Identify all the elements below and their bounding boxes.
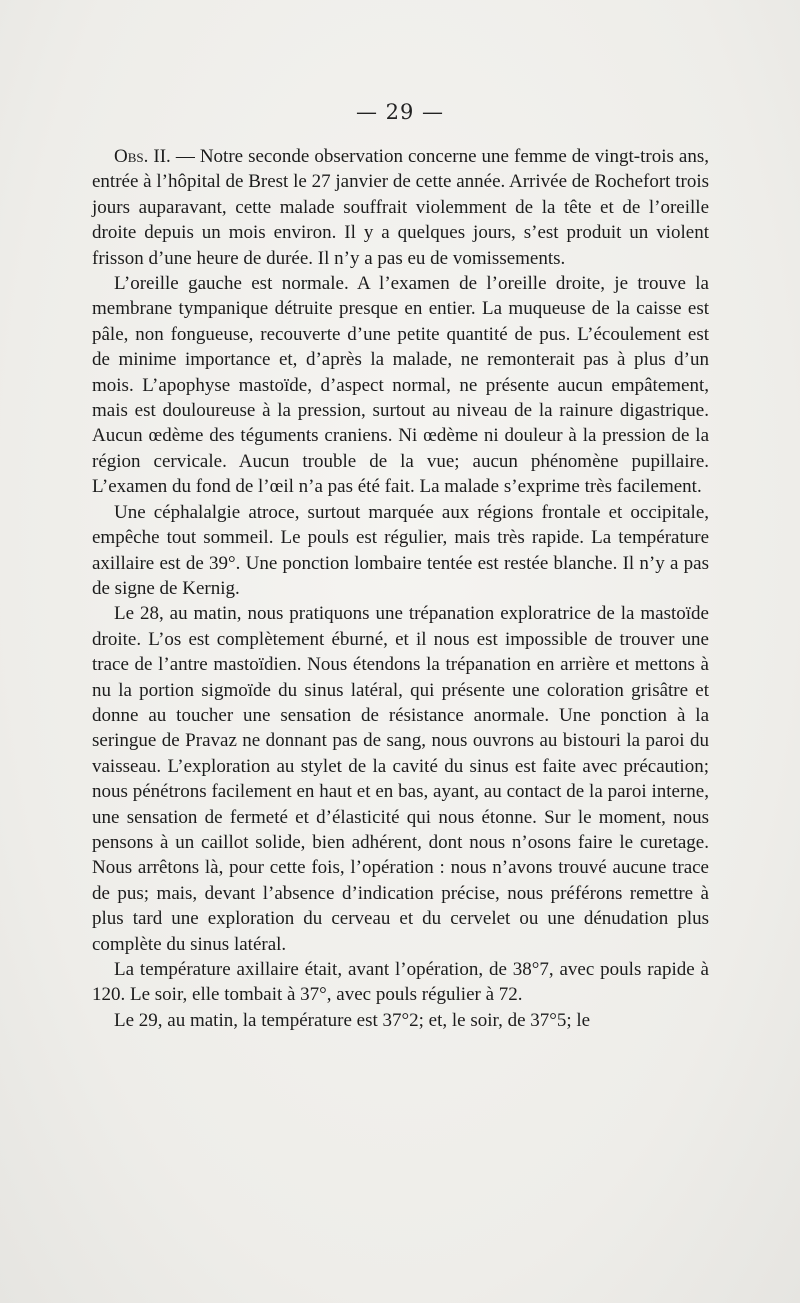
body-text: [92, 144, 709, 1033]
paragraph-2: L’oreille gauche est normale. A l’examen de l’oreille droite, je trouve la membrane tympanique détruite presque en entier. La muqueuse de la caisse est pâle, non fongueuse, recouverte d’une petite quantité de pus. L’écoulement est de minime importance et, d’après la malade, ne remonterait pas à plus d’un mois. L’apophyse mastoïde, d’aspect normal, ne présente aucun empâtement, mais est douloureuse à la pression, surtout au niveau de la rainure digastrique. Aucun œdème des téguments craniens. Ni œdème ni douleur à la pression de la région cervicale. Aucun trouble de la vue; aucun phénomène pupillaire. L’examen du fond de l’œil n’a pas été fait. La malade s’exprime très facilement.: [92, 273, 709, 498]
observation-label: Obs. II.: [114, 146, 171, 167]
page-number: — 29 —: [355, 100, 445, 124]
paragraph-1-text: — Notre seconde observation concerne une femme de vingt-trois ans, entrée à l’hôpital de Brest le 27 janvier de cette année. Arrivée de Rochefort trois jours auparavant, cette malade souffrait violemment de la tête et de l’oreille droite depuis un mois environ. Il y a quelques jours, s’est produit un violent frisson d’une heure de durée. Il n’y a pas eu de vomissements.: [92, 146, 709, 269]
paragraph-1: [92, 144, 709, 271]
paragraph-6: Le 29, au matin, la température est 37°2; et, le soir, de 37°5; le: [114, 1009, 591, 1031]
paragraph-5: La température axillaire était, avant l’opération, de 38°7, avec pouls rapide à 120. Le soir, elle tombait à 37°, avec pouls régulier à 72.: [92, 959, 709, 1006]
paragraph-3: Une céphalalgie atroce, surtout marquée aux régions frontale et occipitale, empêche tout sommeil. Le pouls est régulier, mais très rapide. La température axillaire est de 39°. Une ponction lombaire tentée est restée blanche. Il n’y a pas de signe de Kernig.: [92, 501, 709, 599]
paragraph-4: Le 28, au matin, nous pratiquons une trépanation exploratrice de la mastoïde droite. L’os est complètement éburné, et il nous est impossible de trouver une trace de l’antre mastoïdien. Nous étendons la trépanation en arrière et mettons à nu la portion sigmoïde du sinus latéral, qui présente une coloration grisâtre et donne au toucher une sensation de résistance anormale. Une ponction à la seringue de Pravaz ne donnant pas de sang, nous ouvrons au bistouri la paroi du vaisseau. L’exploration au stylet de la cavité du sinus est faite avec précaution; nous pénétrons facilement en haut et en bas, ayant, au contact de la paroi interne, une sensation de fermeté et d’élasticité qui nous étonne. Sur le moment, nous pensons à un caillot solide, bien adhérent, dont nous n’osons faire le curetage. Nous arrêtons là, pour cette fois, l’opération : nous n’avons trouvé aucune trace de pus; mais, devant l’absence d’indication précise, nous préférons remettre à plus tard une exploration du cerveau et du cervelet ou une dénudation plus complète du sinus latéral.: [92, 603, 709, 955]
